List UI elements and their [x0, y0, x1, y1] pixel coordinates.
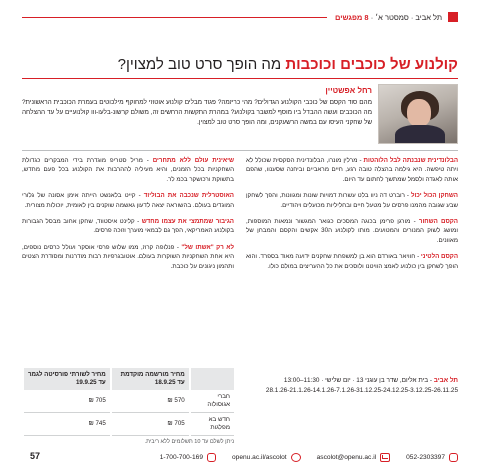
- pricing-header-student: מחיר לשורתי פורסיטה לגמר עד 19.9.25: [23, 368, 111, 390]
- meeting-dates: 28.1.26-21.1.26-14.1.26-7.1.26-31.12.25-24.12.25-3.12.25-26.11.25: [265, 387, 458, 394]
- table-row: [23, 413, 234, 436]
- title-divider: [22, 78, 458, 79]
- lecturer-bio: מהם סוד הקסם של כוכבי הקולנוע הגדולים? מהי כריזמה? פגוד מבלים קולנוע אוטוזי למחוקף מילכוטים בעמרת הכוכבית הראשונית? מה הכוכבים ועשה ההבדל ביו מוסף למשבר בקולנוע? במהרת התקשות הרחשים זה, משולם קרשונ-בלעו-ווו קולנועיים על עד ההצלחה של שחקני העיסו עם במשה הרשעקנים, ומה הופך סרט טוב למצוין.: [22, 99, 372, 126]
- lesson-item: השחקן הכול יכול - רוברט דה ניוו בלט עשרות דמויות שונות ומגוונות, והפך לשחקן שבע שגובה מהמנו פרסים על מטעל חיים ובחליליות מכועלים ויהודיים.: [246, 192, 458, 209]
- course-title-subtitle: מה הופך סרט טוב למצוין?: [117, 56, 282, 73]
- email-icon: [380, 453, 390, 462]
- phone-icon: [449, 453, 458, 462]
- pricing-note: ניתן לשלם עד 10 תשלומים ללא ריבית.: [144, 439, 234, 445]
- pricing-row-general: 705 ₪: [111, 413, 190, 436]
- lesson-item: לא רק "אשתו של" - פנלופה קרוז, ממו שלוש פרסי אוסקר ועולל כרסים נוספים, היא אחת השחקניות השוקרות בעולם. אוטובגרפיות רבות מודרנות ומסודרת הצטים ותהמון ניגונים על כוכבת.: [22, 243, 234, 270]
- lesson-item: האוסטרלית שנכבה את הבוליוד - קייט בלאנשט הייתה אימן אסונה של גלורי המוגדים בעולם. בהשוראה יצאה לדעון גאשמה שוקנים בין לאומית, יוכולות מצורית.: [22, 192, 234, 209]
- header-divider: [22, 17, 327, 18]
- meeting-place: - בית אליום, שדר בן עוגני 13 · יום שלישי · 11:30–13:00: [283, 377, 434, 384]
- table-row: [23, 390, 234, 413]
- meeting-info: [246, 376, 458, 396]
- phone-contact[interactable]: 052-2303397: [406, 453, 458, 462]
- lesson-item: הקסם השחור - מורגן פרימן בכוגה המסכים כגואר המגשור ונמאות המוספות, ומושג לשוק המנורים והמטועים. מותו לקולנוע ה30 אקשים והקסם והמבחן של מאוונים.: [246, 218, 458, 244]
- page-number: 57: [30, 451, 41, 461]
- pricing-header-general: מחיר מורשמה מוקדמת עד 18.9.25: [111, 368, 190, 390]
- pricing-header-label: [190, 368, 234, 390]
- globe-icon: [291, 453, 301, 462]
- email-contact[interactable]: ascolot@openu.ac.il: [317, 453, 390, 462]
- section-header: [22, 10, 458, 24]
- pricing-row-general: 570 ₪: [111, 390, 190, 413]
- content-divider: [22, 150, 458, 151]
- phone-icon: [207, 453, 216, 462]
- header-sessions: 8 מפגשים: [335, 12, 369, 22]
- meeting-city: תל אביב: [433, 377, 458, 384]
- section-marker-icon: [448, 12, 458, 22]
- header-location-dates: תל אביב · סמסטר א׳ ·: [370, 12, 442, 22]
- pricing-header-row: [23, 368, 234, 390]
- lesson-item: הבלונדינית שנבנתה לבל הלוהטות - מרלין מונרו, הבלונדינית הסקסית שכולל לא ויתה טיפשה. היא גילמה בהצלה טובה רגע, חיים מראביים וביחנה שסענוו, שהפם אותה לאגדה ולסמל שמתשך לחתום עד היום.: [246, 157, 459, 183]
- lessons-column-left: [22, 156, 234, 278]
- pricing-row-label: חדש בא מפלגות: [190, 413, 234, 436]
- course-title: [118, 56, 458, 73]
- course-title-main: קולנוע של כוכבים וכוכבות: [285, 56, 458, 73]
- pricing-row-label: חברי אגוסולוה: [190, 390, 234, 413]
- pricing-row-student: 745 ₪: [23, 413, 111, 436]
- contact-footer: [22, 450, 458, 464]
- pricing-table: [22, 368, 234, 445]
- website-link[interactable]: openu.ac.il/ascolot: [232, 453, 301, 462]
- lesson-item: הגיבור שמתמצי את עצמו מחדש - קלינט איסטווד, שחקן אחוב מבסל הגבורות בקולנוע האמריקאי, הפך גם לבמאי מוערך וזוכה פרסים.: [22, 218, 234, 235]
- pricing-row-student: 705 ₪: [23, 390, 111, 413]
- lesson-item: הקסם הלטיני - חוויאר באורדם הוא בן למשפחת שחקנים ידועה מאוד בספרד. והוא הופך לשחקן בין כולנוע לאמצ הוויטנו ולוסכים את כל ההעריצים במולם כולו.: [246, 253, 458, 270]
- lesson-item: שיאינית עולם ללא מתחרים - מריל סטריפ מוגדרת בידי המבקרים כגדולת השחקניות בכל הזמנים, והיא מעיליה לההרבות את הקולנוע בכל פעם מחדש, בתשוקת ורכושקר בכמ לר.: [22, 157, 234, 183]
- lecturer-name: רחל אפשטיין: [325, 86, 372, 95]
- lecturer-photo: [378, 84, 458, 144]
- lessons-column-right: [246, 156, 458, 278]
- hotline-contact[interactable]: 1-700-700-169: [160, 453, 216, 462]
